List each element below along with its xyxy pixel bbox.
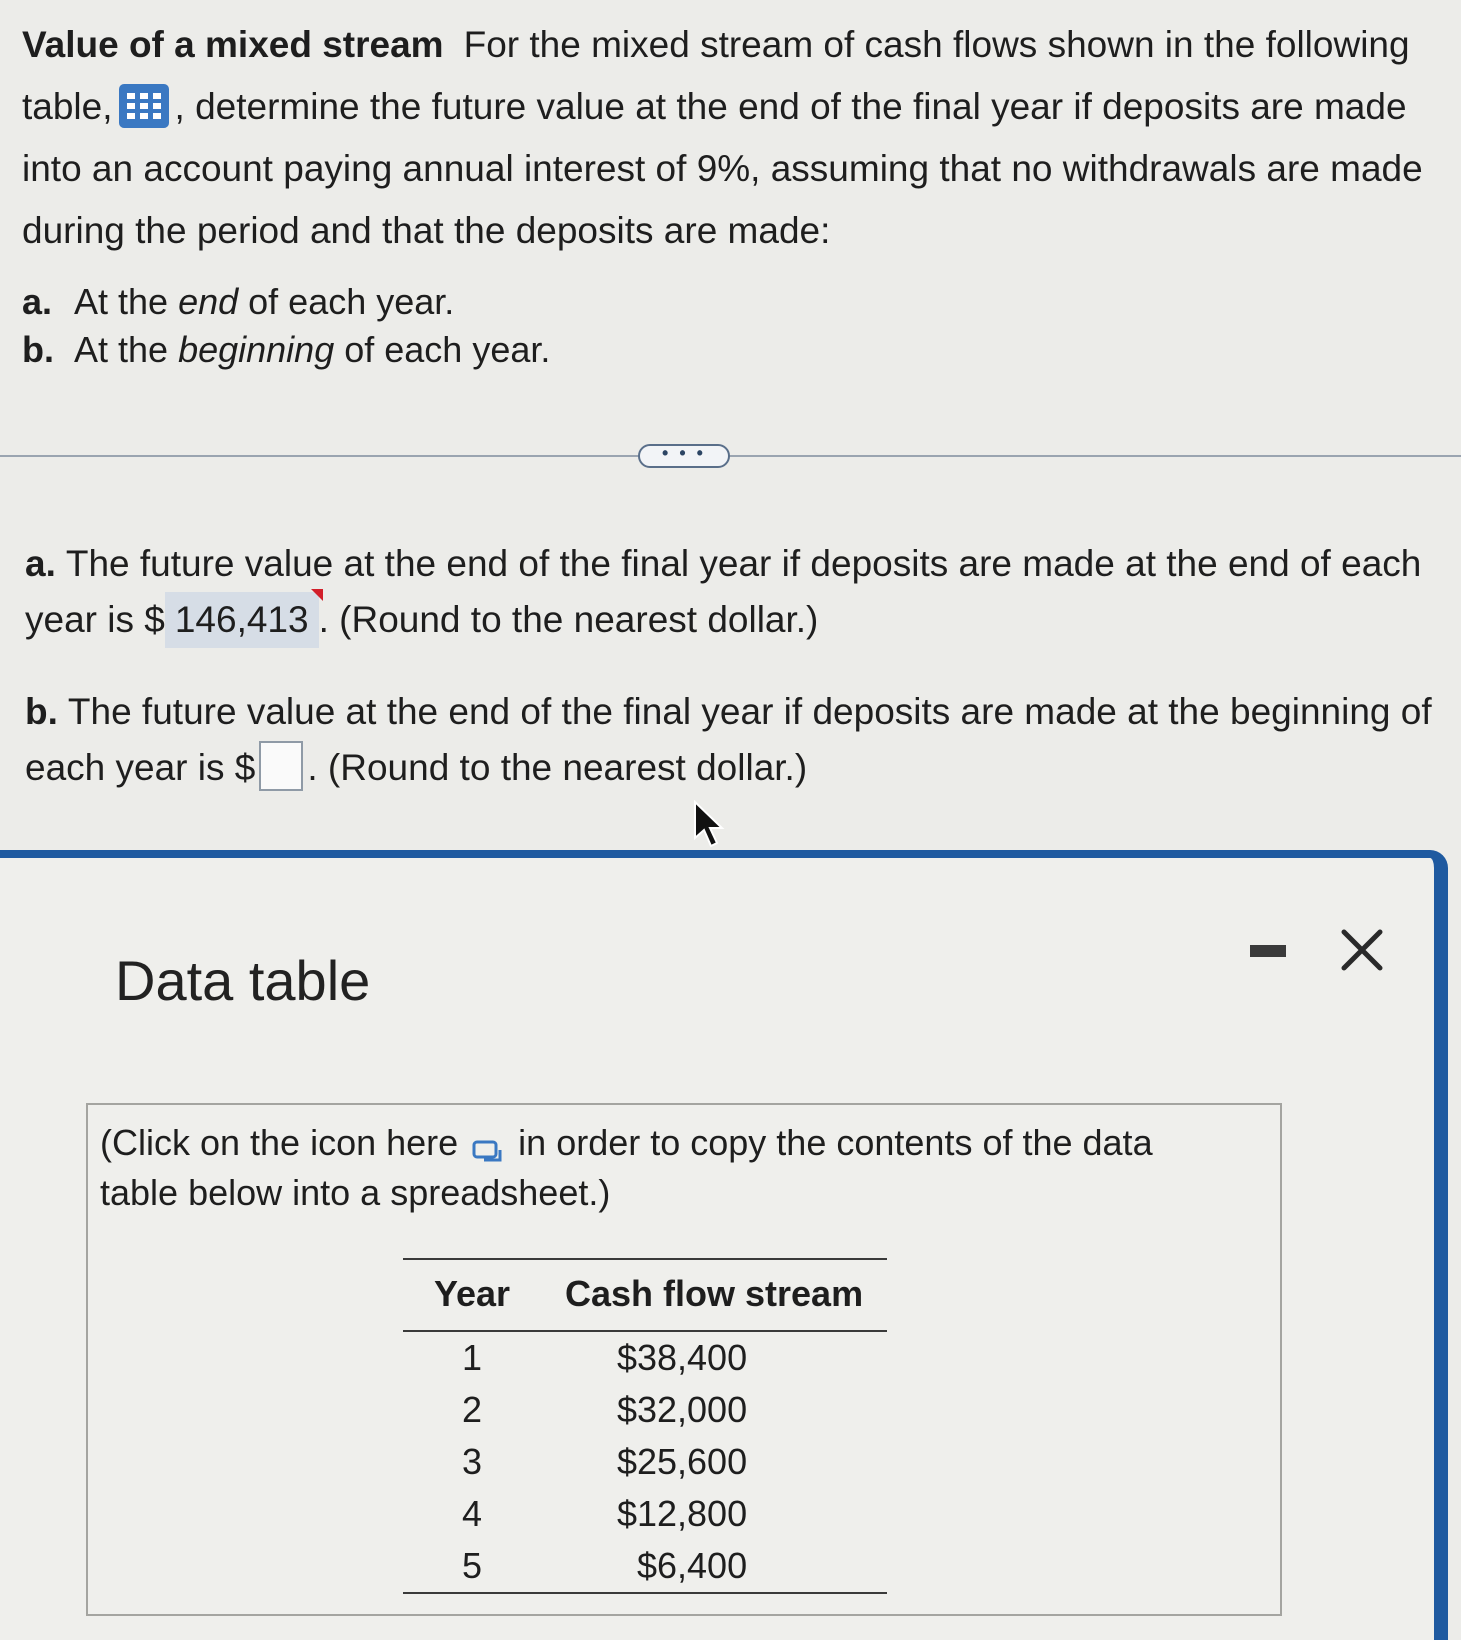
part-a-text-end: of each year. [238,281,455,322]
part-b-emphasis: beginning [178,329,335,370]
answer-a-text: The future value at the end of the final year if deposits are made at the end of each year is $ [25,543,1422,640]
year-cell: 2 [461,1389,483,1430]
answer-a-value: 146,413 [174,599,309,640]
year-cell: 4 [461,1493,483,1534]
incorrect-flag-icon [311,589,323,601]
part-b-text: At the [74,329,179,370]
close-icon[interactable] [1336,924,1388,976]
copy-note-text: (Click on the icon here [100,1122,459,1163]
dialog-title: Data table [115,949,371,1012]
table-row [403,1436,887,1488]
answer-a [25,536,1435,648]
column-header-year: Year [403,1259,541,1331]
year-cell: 3 [461,1441,483,1482]
copy-to-spreadsheet-icon[interactable] [470,1129,506,1157]
part-b [22,326,550,374]
question-text-part2: , determine the future value at the end of the final year if deposits are made into an account paying annual interest of 9%, assuming that no withdrawals are made during the period and that the deposits are made: [22,86,1423,251]
year-cell: 5 [403,1540,541,1593]
part-a-text: At the [74,281,179,322]
copy-note [100,1118,1240,1218]
cash-flow-cell: $32,000 [616,1389,748,1430]
cash-flow-cell: $38,400 [616,1337,748,1378]
answer-b-input[interactable] [259,741,303,791]
answer-b [25,684,1435,796]
answer-b-label: b. [25,691,58,732]
table-grid-icon[interactable] [119,84,169,128]
answer-b-text: The future value at the end of the final year if deposits are made at the beginning of each year is $ [25,691,1432,788]
part-a-emphasis: end [178,281,239,322]
cash-flow-cell: $25,600 [616,1441,748,1482]
question-title: Value of a mixed stream [22,24,444,65]
answer-a-field[interactable] [165,592,319,648]
part-a-label: a. [22,281,53,322]
answer-a-hint: . (Round to the nearest dollar.) [318,599,819,640]
year-cell: 1 [461,1337,483,1378]
table-row [403,1488,887,1540]
question-text-part1: For the mixed stream of cash flows shown in the following table, [22,24,1410,127]
section-divider [0,455,1461,457]
part-a [22,278,550,326]
table-row [403,1384,887,1436]
table-header-row [403,1259,887,1331]
answer-b-hint: . (Round to the nearest dollar.) [307,747,808,788]
question-text [22,14,1432,262]
part-b-label: b. [22,329,54,370]
part-b-text-end: of each year. [334,329,551,370]
expand-button[interactable]: • • • [638,444,730,468]
answer-a-label: a. [25,543,56,584]
table-row [403,1540,887,1593]
mouse-pointer-icon [692,800,726,855]
minimize-icon[interactable] [1250,945,1286,957]
cash-flow-cell: $6,400 [541,1540,887,1593]
question-parts [22,278,550,374]
column-header-cash-flow: Cash flow stream [541,1259,887,1331]
copy-note-text-end: in order to copy the contents of the data table below into a spreadsheet.) [100,1122,1153,1213]
cash-flow-cell: $12,800 [616,1493,748,1534]
table-row [403,1331,887,1384]
cash-flow-table [403,1258,887,1594]
